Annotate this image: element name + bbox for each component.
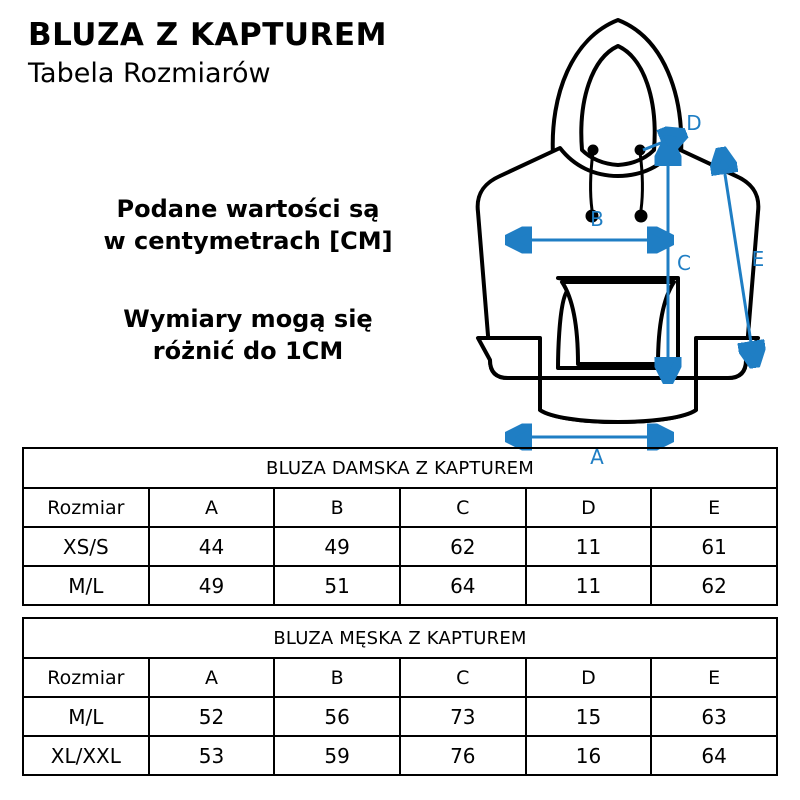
cell-size: M/L [23,697,149,736]
header-cell-e: E [651,488,777,527]
cell-b: 59 [274,736,400,775]
table-row [23,697,777,736]
units-note [28,193,468,258]
cell-c: 64 [400,566,526,605]
table-row [23,566,777,605]
table-men [22,617,778,776]
cell-d: 15 [526,697,652,736]
header-cell-e: E [651,658,777,697]
units-note-line-1: Podane wartości są [116,195,380,223]
table-row [23,736,777,775]
page-title: BLUZA Z KAPTUREM [28,17,387,53]
table-caption-row [23,448,777,488]
table-women [22,447,778,606]
cell-e: 61 [651,527,777,566]
diagram-label-d: D [686,111,702,135]
cell-size: XS/S [23,527,149,566]
cell-a: 53 [149,736,275,775]
cell-b: 51 [274,566,400,605]
table-header-row [23,488,777,527]
header-cell-a: A [149,488,275,527]
cell-size: XL/XXL [23,736,149,775]
header-cell-d: D [526,658,652,697]
tolerance-note-line-1: Wymiary mogą się [123,305,373,333]
table-caption: BLUZA MĘSKA Z KAPTUREM [23,618,777,658]
cell-d: 11 [526,527,652,566]
cell-size: M/L [23,566,149,605]
table-row [23,527,777,566]
header-cell-b: B [274,488,400,527]
cell-a: 44 [149,527,275,566]
cell-a: 52 [149,697,275,736]
table-caption: BLUZA DAMSKA Z KAPTUREM [23,448,777,488]
cell-d: 11 [526,566,652,605]
diagram-label-e: E [751,247,765,271]
header-cell-c: C [400,488,526,527]
header-text-block [28,17,468,366]
cell-a: 49 [149,566,275,605]
cell-c: 62 [400,527,526,566]
table-header-row [23,658,777,697]
diagram-label-c: C [677,251,691,275]
cell-c: 76 [400,736,526,775]
units-note-line-2: w centymetrach [CM] [103,227,393,256]
tolerance-note-line-2: różnić do 1CM [152,337,344,366]
header-cell-d: D [526,488,652,527]
cell-b: 49 [274,527,400,566]
cell-e: 63 [651,697,777,736]
diagram-label-a: A [590,445,604,469]
page-subtitle: Tabela Rozmiarów [28,57,271,89]
cell-e: 64 [651,736,777,775]
cell-e: 62 [651,566,777,605]
header-cell-c: C [400,658,526,697]
cell-b: 56 [274,697,400,736]
header-cell-b: B [274,658,400,697]
header-cell-size: Rozmiar [23,658,149,697]
table-caption-row [23,618,777,658]
tolerance-note [28,303,468,368]
cell-d: 16 [526,736,652,775]
cell-c: 73 [400,697,526,736]
diagram-label-b: B [590,207,604,231]
hoodie-outline-icon [478,20,759,422]
hoodie-diagram [440,0,800,469]
header-cell-size: Rozmiar [23,488,149,527]
header-cell-a: A [149,658,275,697]
